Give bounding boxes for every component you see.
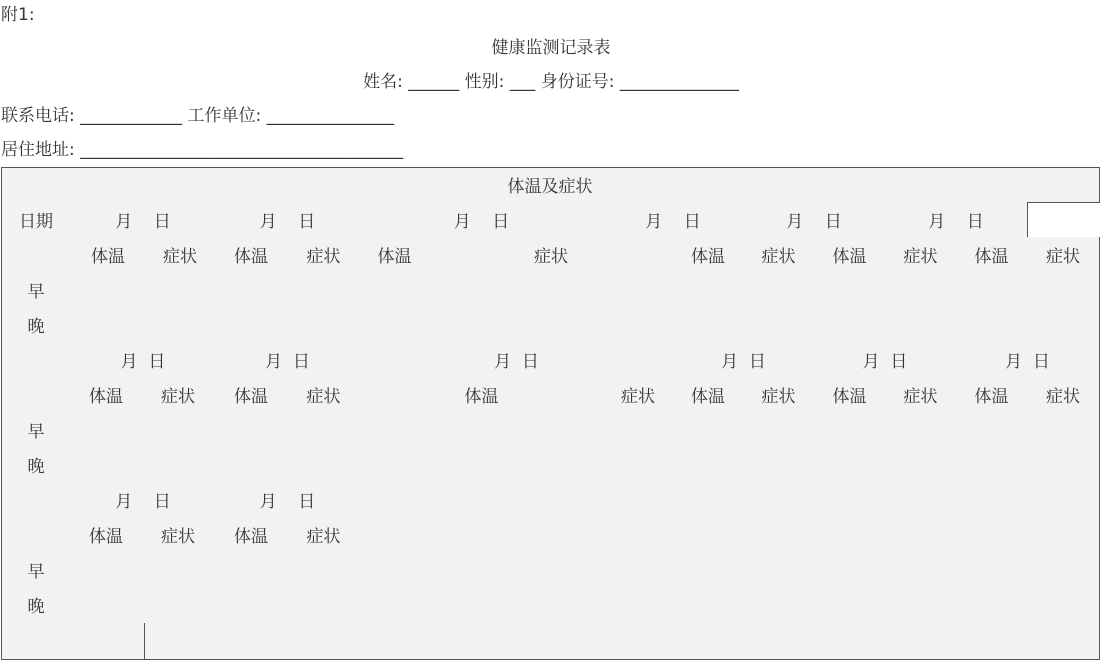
entry-cell[interactable] — [743, 447, 815, 483]
entry-cell[interactable] — [814, 587, 886, 623]
info-line-address: 居住地址: ______________________________________ — [1, 140, 404, 160]
entry-cell[interactable] — [673, 307, 744, 343]
date-header: 月 日 — [215, 482, 361, 518]
blank-cell[interactable] — [1, 237, 72, 273]
entry-cell[interactable] — [360, 482, 604, 518]
entry-cell[interactable] — [145, 272, 216, 308]
temperature-header: 体温 — [71, 237, 146, 273]
entry-cell[interactable] — [743, 272, 815, 308]
entry-cell[interactable] — [885, 552, 957, 588]
entry-cell[interactable] — [145, 622, 216, 660]
evening-label: 晚 — [1, 587, 72, 623]
symptom-header: 症状 — [287, 377, 361, 413]
entry-cell[interactable] — [287, 447, 361, 483]
entry-cell[interactable] — [673, 622, 744, 660]
entry-cell[interactable] — [603, 552, 674, 588]
symptom-header: 症状 — [429, 237, 674, 273]
entry-cell[interactable] — [673, 412, 744, 448]
entry-cell[interactable] — [215, 447, 288, 483]
entry-cell[interactable] — [956, 552, 1028, 588]
symptom-header: 症状 — [141, 517, 216, 553]
entry-cell[interactable] — [885, 307, 957, 343]
attachment-label: 附1: — [1, 5, 35, 25]
entry-cell[interactable] — [814, 307, 886, 343]
entry-cell[interactable] — [814, 482, 886, 518]
date-header: 月 日 — [360, 202, 604, 238]
temperature-header: 体温 — [215, 517, 288, 553]
table-divider-line — [144, 623, 145, 660]
blank-cell[interactable] — [1, 482, 72, 518]
entry-cell[interactable] — [814, 272, 886, 308]
entry-cell[interactable] — [287, 622, 361, 660]
section-title: 体温及症状 — [1, 167, 1100, 203]
entry-cell[interactable] — [956, 412, 1028, 448]
entry-cell[interactable] — [743, 482, 815, 518]
entry-cell[interactable] — [956, 272, 1028, 308]
entry-cell[interactable] — [743, 622, 815, 660]
entry-cell[interactable] — [885, 622, 957, 660]
entry-cell[interactable] — [429, 307, 674, 343]
entry-cell[interactable] — [215, 272, 288, 308]
temperature-header: 体温 — [814, 377, 886, 413]
entry-cell[interactable] — [1027, 517, 1100, 553]
temperature-header: 体温 — [360, 237, 430, 273]
date-header: 月 日 — [360, 342, 674, 378]
blank-cell[interactable] — [1, 342, 72, 378]
temperature-header: 体温 — [956, 237, 1028, 273]
entry-cell[interactable] — [71, 307, 146, 343]
symptom-header: 症状 — [287, 517, 361, 553]
entry-cell[interactable] — [885, 482, 957, 518]
entry-cell[interactable] — [956, 482, 1028, 518]
symptom-header: 症状 — [743, 377, 815, 413]
entry-cell[interactable] — [71, 552, 142, 588]
symptom-header: 症状 — [1027, 377, 1100, 413]
entry-cell[interactable] — [673, 272, 744, 308]
entry-cell[interactable] — [885, 517, 957, 553]
morning-label: 早 — [1, 552, 72, 588]
entry-cell[interactable] — [287, 412, 361, 448]
entry-cell[interactable] — [885, 447, 957, 483]
entry-cell[interactable] — [71, 587, 142, 623]
entry-cell[interactable] — [360, 412, 604, 448]
date-header: 月 日 — [215, 202, 361, 238]
entry-cell[interactable] — [956, 517, 1028, 553]
entry-cell[interactable] — [215, 587, 288, 623]
entry-cell[interactable] — [743, 517, 815, 553]
entry-cell[interactable] — [743, 412, 815, 448]
entry-cell[interactable] — [603, 482, 674, 518]
entry-cell[interactable] — [814, 622, 886, 660]
entry-cell[interactable] — [360, 587, 604, 623]
blank-cell[interactable] — [1, 517, 72, 553]
entry-cell[interactable] — [814, 552, 886, 588]
entry-cell[interactable] — [1027, 622, 1100, 660]
entry-cell[interactable] — [814, 447, 886, 483]
entry-cell[interactable] — [956, 587, 1028, 623]
entry-cell[interactable] — [1027, 482, 1100, 518]
entry-cell[interactable] — [603, 587, 674, 623]
entry-cell[interactable] — [360, 517, 604, 553]
entry-cell[interactable] — [215, 307, 288, 343]
entry-cell[interactable] — [287, 587, 361, 623]
entry-cell[interactable] — [885, 587, 957, 623]
entry-cell[interactable] — [673, 552, 744, 588]
symptom-header: 症状 — [141, 377, 216, 413]
entry-cell[interactable] — [360, 552, 604, 588]
entry-cell[interactable] — [814, 517, 886, 553]
entry-cell[interactable] — [1027, 412, 1100, 448]
temperature-header: 体温 — [673, 237, 744, 273]
entry-cell[interactable] — [141, 412, 216, 448]
symptom-header: 症状 — [743, 237, 815, 273]
temperature-header: 体温 — [71, 377, 142, 413]
symptom-header: 症状 — [145, 237, 216, 273]
symptom-header: 症状 — [885, 377, 957, 413]
entry-cell[interactable] — [360, 307, 430, 343]
entry-cell[interactable] — [673, 447, 744, 483]
entry-cell[interactable] — [360, 622, 430, 660]
entry-cell[interactable] — [360, 447, 604, 483]
info-line-name-gender-id: 姓名: ______ 性别: ___ 身份证号: ______________ — [363, 72, 739, 92]
date-header: 月 日 — [885, 202, 1028, 238]
entry-cell[interactable] — [956, 307, 1028, 343]
entry-cell[interactable] — [71, 412, 142, 448]
symptom-header: 症状 — [1027, 237, 1100, 273]
morning-label: 早 — [1, 272, 72, 308]
blank-cell[interactable] — [1, 377, 72, 413]
entry-cell[interactable] — [1027, 447, 1100, 483]
info-line-phone-employer: 联系电话: ____________ 工作单位: _______________ — [1, 106, 395, 126]
entry-cell[interactable] — [215, 412, 288, 448]
temperature-header: 体温 — [360, 377, 604, 413]
entry-cell[interactable] — [1027, 552, 1100, 588]
date-column-header: 日期 — [1, 202, 72, 238]
temperature-header: 体温 — [215, 237, 288, 273]
entry-cell[interactable] — [1027, 587, 1100, 623]
health-record-table — [1, 167, 1100, 660]
entry-cell[interactable] — [287, 552, 361, 588]
date-header: 月 日 — [71, 482, 216, 518]
entry-cell[interactable] — [956, 622, 1028, 660]
blank-cell[interactable] — [1, 622, 72, 660]
entry-cell[interactable] — [1027, 272, 1100, 308]
entry-cell[interactable] — [603, 447, 674, 483]
entry-cell[interactable] — [429, 622, 674, 660]
symptom-header: 症状 — [287, 237, 361, 273]
temperature-header: 体温 — [673, 377, 744, 413]
entry-cell[interactable] — [71, 622, 146, 660]
entry-cell[interactable] — [673, 482, 744, 518]
date-header: 月 日 — [956, 342, 1100, 378]
entry-cell[interactable] — [71, 447, 142, 483]
evening-label: 晚 — [1, 447, 72, 483]
entry-cell[interactable] — [673, 517, 744, 553]
entry-cell[interactable] — [141, 552, 216, 588]
entry-cell[interactable] — [673, 587, 744, 623]
entry-cell[interactable] — [885, 412, 957, 448]
entry-cell[interactable] — [603, 517, 674, 553]
entry-cell[interactable] — [141, 447, 216, 483]
entry-cell[interactable] — [215, 622, 288, 660]
entry-cell[interactable] — [885, 272, 957, 308]
entry-cell[interactable] — [1027, 307, 1100, 343]
date-header: 月 日 — [603, 202, 744, 238]
entry-cell[interactable] — [287, 307, 361, 343]
date-header: 月 日 — [814, 342, 957, 378]
temperature-header: 体温 — [814, 237, 886, 273]
entry-cell[interactable] — [287, 272, 361, 308]
entry-cell[interactable] — [743, 307, 815, 343]
date-header: 月 日 — [743, 202, 886, 238]
date-header: 月 日 — [71, 202, 216, 238]
symptom-header: 症状 — [885, 237, 957, 273]
entry-cell[interactable] — [360, 272, 430, 308]
entry-cell[interactable] — [215, 552, 288, 588]
temperature-header: 体温 — [71, 517, 142, 553]
page-title: 健康监测记录表 — [491, 38, 611, 58]
entry-cell[interactable] — [71, 272, 146, 308]
date-header: 月 日 — [215, 342, 361, 378]
entry-cell[interactable] — [429, 272, 674, 308]
entry-cell[interactable] — [141, 587, 216, 623]
entry-cell[interactable] — [743, 587, 815, 623]
date-header: 月 日 — [673, 342, 815, 378]
entry-cell[interactable] — [956, 447, 1028, 483]
evening-label: 晚 — [1, 307, 72, 343]
symptom-header: 症状 — [603, 377, 674, 413]
date-header: 月 日 — [71, 342, 216, 378]
temperature-header: 体温 — [215, 377, 288, 413]
entry-cell[interactable] — [603, 412, 674, 448]
entry-cell[interactable] — [145, 307, 216, 343]
entry-cell[interactable] — [743, 552, 815, 588]
entry-cell[interactable] — [814, 412, 886, 448]
morning-label: 早 — [1, 412, 72, 448]
temperature-header: 体温 — [956, 377, 1028, 413]
